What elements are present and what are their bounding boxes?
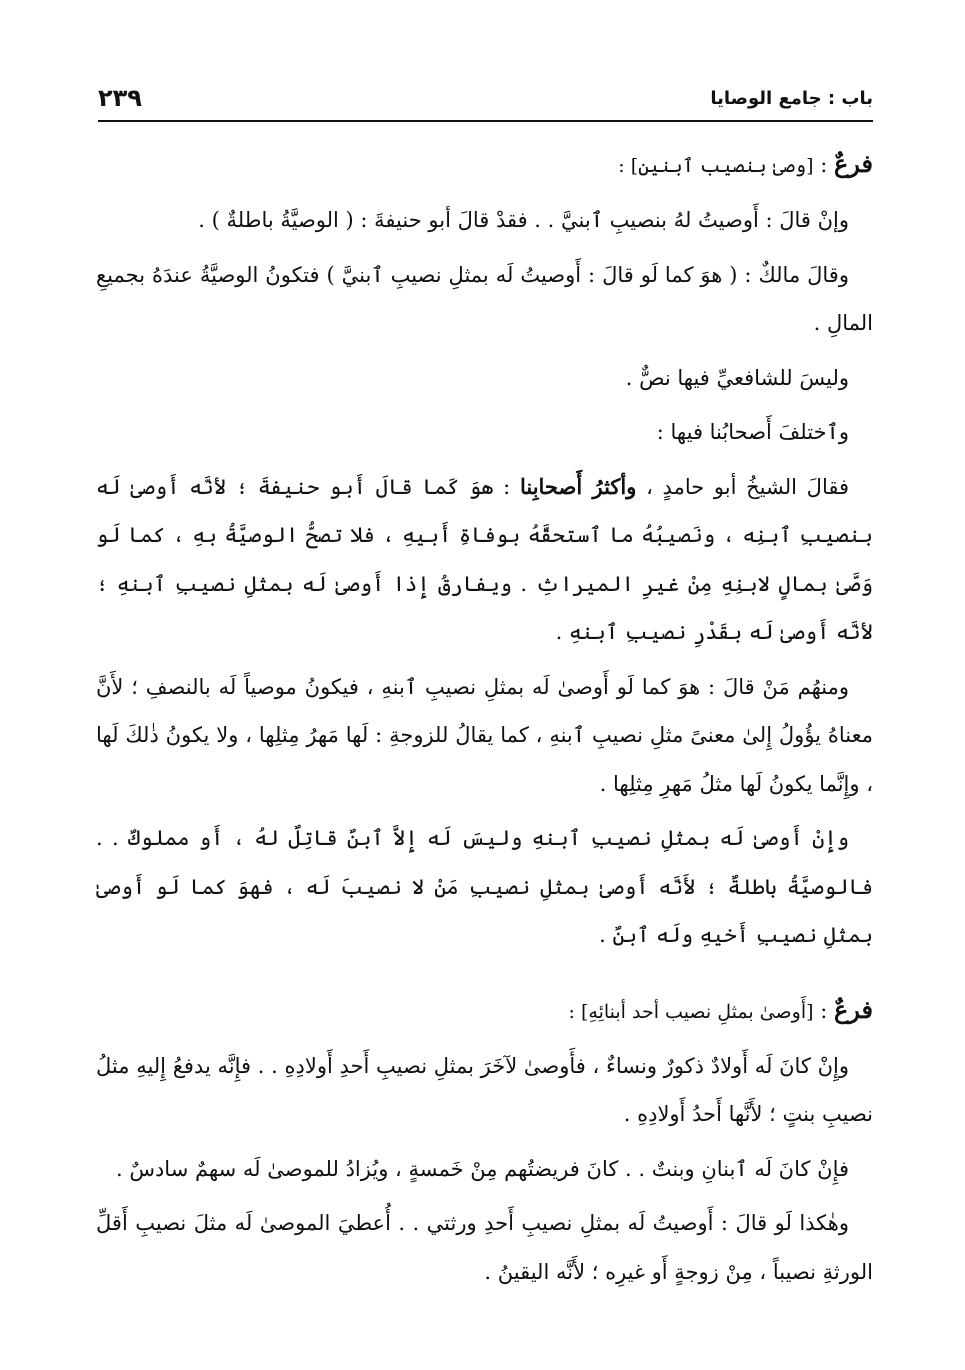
branch-separator: : [813,153,834,177]
paragraph: فإِنْ كانَ لَه ٱبنانِ وبنتٌ . . كانَ فريضتُهم مِنْ خَمسةٍ ، ويُزادُ للموصىٰ لَه سهمٌ سادسٌ . [115,1156,849,1181]
emphasized-text: وأكثرُ أَصحابِنا [519,473,637,499]
branch-heading [96,986,873,1036]
paragraph: وإنْ قالَ : أَوصيتُ لهُ بنصيبِ ٱبنيَّ . . فقدْ قالَ أبو حنيفةَ : ( الوصيَّةُ باطلةٌ ) . [198,208,849,232]
paragraph: وإِنْ أَوصىٰ لَه بمثلِ نصيبِ ٱبنهِ وليسَ لَه إِلاَّ ٱبنٌ قاتِلٌ لهُ ، أَو مملوكٌ . . فالوصيَّةُ باطلةٌ ؛ لأَنَّه أَوصىٰ بمثلِ نصيبِ مَنْ لا نصيبَ لَه ، فهوَ كما لَو أَوصىٰ بمثلِ نصيبِ أَخيهِ ولَه ٱبنٌ . [96,826,873,947]
paragraph: وإِنْ كانَ لَه أَولادٌ ذكورٌ ونساءٌ ، فأَوصىٰ لآخَرَ بمثلِ نصيبِ أَحدِ أَولادِهِ . . فإِنَّه يدفعُ إِليهِ مثلُ نصيبِ بنتٍ ؛ لأَنَّها أَحدُ أَولادِهِ . [96,1053,873,1126]
page-number: ٢٣٩ [98,84,142,112]
branch-label: فرعٌ [833,149,873,178]
branch-separator: : [813,998,834,1023]
paragraph: ومنهُم مَنْ قالَ : هوَ كما لَو أَوصىٰ لَه بمثلِ نصيبِ ٱبنهِ ، فيكونُ موصياً لَه بالنصفِ ؛ لأَنَّ معناهُ يؤُولُ إِلىٰ معنىً مثلِ نصيبِ ٱبنهِ ، كما يقالُ للزوجةِ : لَها مَهرُ مِثلِها ، ولا يكونُ ذٰلكَ لَها ، وإِنَّما يكونُ لَها مثلُ مَهرِ مِثلِها . [96,674,873,796]
page-header [98,76,873,122]
paragraph-text: فقالَ الشيخُ أبو حامدٍ ، [636,474,849,499]
paragraph: وليسَ للشافعيِّ فيها نصٌّ . [625,365,849,390]
running-title: باب : جامع الوصايا [710,87,873,109]
branch-label: فرعٌ [833,994,873,1024]
paragraph: وهٰكذا لَو قالَ : أَوصيتُ لَه بمثلِ نصيبِ أَحدِ ورثتي . . أُعطيَ الموصىٰ لَه مثلَ نصيبِ أَقلِّ الورثةِ نصيباً ، مِنْ زوجةٍ أَو غيرِه ؛ لأَنَّه اليقينُ . [96,1211,873,1284]
branch-title: [وصىٰ بنصيب ٱبنين] : [618,155,814,177]
branch-title: [أَوصىٰ بمثلِ نصيب أحد أبنائِهِ] : [568,1000,814,1023]
paragraph: وقالَ مالكٌ : ( هوَ كما لَو قالَ : أَوصيتُ لَه بمثلِ نصيبِ ٱبنيَّ ) فتكونُ الوصيَّةُ عندَهُ بجميعِ المالِ . [96,262,873,335]
branch-heading [96,140,873,190]
paragraph-text: : هوَ كَما قالَ أَبو حنيفةَ ؛ لأنَّه أَوصىٰ لَه بنصيبِ ٱبنِه ، ونَصيبُهُ ما ٱستحقَّهُ بوفاةِ أَبيهِ ، فلا تصحُّ الوصيَّةُ بهِ ، كما لَو وَصَّىٰ بمالٍ لابنِهِ مِنْ غيرِ الميراثِ . ويفارقُ إِذا أَوصىٰ لَه بمثلِ نصيبِ ٱبنهِ ؛ لأنَّه أَوصىٰ لَه بقَدْرِ نصيبِ ٱبنهِ . [96,474,873,644]
paragraph [96,463,873,657]
page-body [96,140,873,1302]
paragraph: وٱختلفَ أَصحابُنا فيها : [656,420,849,444]
